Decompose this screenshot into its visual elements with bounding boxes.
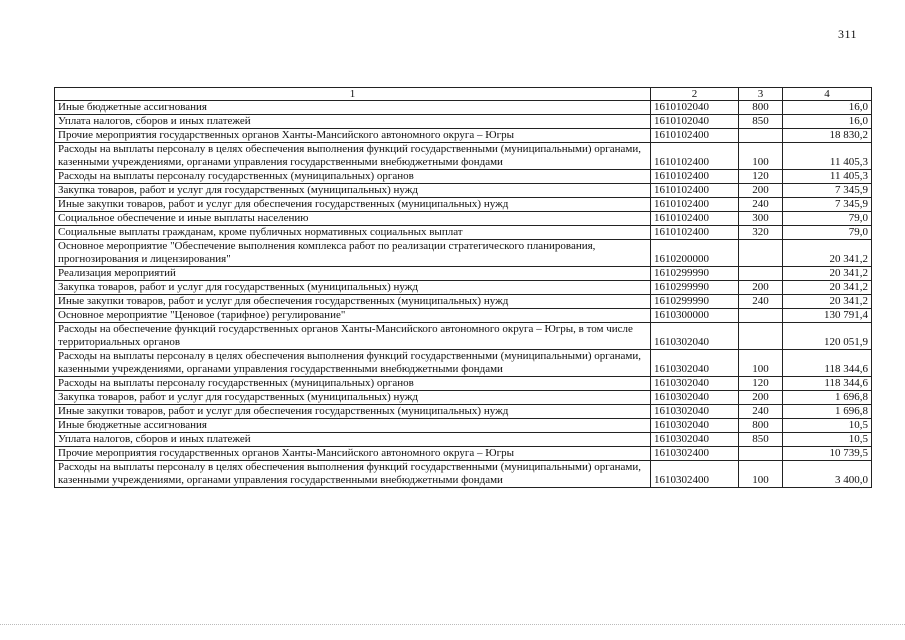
row-name-cell: Закупка товаров, работ и услуг для государственных (муниципальных) нужд xyxy=(55,281,651,295)
row-name-cell: Закупка товаров, работ и услуг для государственных (муниципальных) нужд xyxy=(55,184,651,198)
row-code-cell: 1610302040 xyxy=(651,419,739,433)
table-row xyxy=(55,212,872,226)
row-name-cell: Иные закупки товаров, работ и услуг для обеспечения государственных (муниципальных) нужд xyxy=(55,198,651,212)
row-name-cell: Иные закупки товаров, работ и услуг для обеспечения государственных (муниципальных) нужд xyxy=(55,405,651,419)
table-row xyxy=(55,184,872,198)
table-row xyxy=(55,240,872,267)
row-name-cell: Расходы на обеспечение функций государственных органов Ханты-Мансийского автономного округа – Югры, в том числе территориальных органов xyxy=(55,323,651,350)
table-row xyxy=(55,447,872,461)
table-body xyxy=(55,101,872,488)
row-type-cell: 100 xyxy=(739,143,783,170)
row-sum-cell: 118 344,6 xyxy=(783,377,872,391)
row-code-cell: 1610300000 xyxy=(651,309,739,323)
row-code-cell: 1610102040 xyxy=(651,101,739,115)
row-sum-cell: 20 341,2 xyxy=(783,281,872,295)
row-code-cell: 1610102400 xyxy=(651,129,739,143)
row-name-cell: Иные бюджетные ассигнования xyxy=(55,101,651,115)
row-code-cell: 1610299990 xyxy=(651,267,739,281)
table-row xyxy=(55,461,872,488)
row-sum-cell: 20 341,2 xyxy=(783,295,872,309)
table-row xyxy=(55,198,872,212)
row-type-cell: 320 xyxy=(739,226,783,240)
table-row xyxy=(55,419,872,433)
row-sum-cell: 11 405,3 xyxy=(783,170,872,184)
table-row xyxy=(55,377,872,391)
row-type-cell xyxy=(739,267,783,281)
row-name-cell: Расходы на выплаты персоналу в целях обеспечения выполнения функций государственными (муниципальными) органами, казенными учреждениями, органами управления государственными внебюджетными фондами xyxy=(55,350,651,377)
header-col-2: 2 xyxy=(651,88,739,101)
row-code-cell: 1610302040 xyxy=(651,433,739,447)
row-name-cell: Социальное обеспечение и иные выплаты населению xyxy=(55,212,651,226)
row-sum-cell: 16,0 xyxy=(783,101,872,115)
header-col-3: 3 xyxy=(739,88,783,101)
row-sum-cell: 130 791,4 xyxy=(783,309,872,323)
row-name-cell: Социальные выплаты гражданам, кроме публичных нормативных социальных выплат xyxy=(55,226,651,240)
row-name-cell: Иные бюджетные ассигнования xyxy=(55,419,651,433)
row-sum-cell: 11 405,3 xyxy=(783,143,872,170)
row-name-cell: Уплата налогов, сборов и иных платежей xyxy=(55,433,651,447)
row-code-cell: 1610102400 xyxy=(651,198,739,212)
header-row xyxy=(55,88,872,101)
row-code-cell: 1610102400 xyxy=(651,212,739,226)
row-sum-cell: 79,0 xyxy=(783,226,872,240)
row-code-cell: 1610299990 xyxy=(651,295,739,309)
row-name-cell: Основное мероприятие "Обеспечение выполнения комплекса работ по реализации стратегического планирования, прогнозирования и лицензирования" xyxy=(55,240,651,267)
row-type-cell: 240 xyxy=(739,295,783,309)
header-col-1: 1 xyxy=(55,88,651,101)
table-row xyxy=(55,101,872,115)
row-sum-cell: 18 830,2 xyxy=(783,129,872,143)
row-type-cell: 800 xyxy=(739,419,783,433)
row-code-cell: 1610102400 xyxy=(651,143,739,170)
row-type-cell: 120 xyxy=(739,170,783,184)
row-type-cell xyxy=(739,323,783,350)
row-sum-cell: 7 345,9 xyxy=(783,184,872,198)
row-code-cell: 1610302040 xyxy=(651,391,739,405)
row-sum-cell: 118 344,6 xyxy=(783,350,872,377)
row-type-cell: 300 xyxy=(739,212,783,226)
row-type-cell: 200 xyxy=(739,281,783,295)
row-type-cell: 800 xyxy=(739,101,783,115)
row-type-cell: 850 xyxy=(739,115,783,129)
row-name-cell: Расходы на выплаты персоналу государственных (муниципальных) органов xyxy=(55,377,651,391)
table-row xyxy=(55,226,872,240)
row-code-cell: 1610102400 xyxy=(651,184,739,198)
row-sum-cell: 20 341,2 xyxy=(783,240,872,267)
row-type-cell: 100 xyxy=(739,461,783,488)
row-name-cell: Расходы на выплаты персоналу в целях обеспечения выполнения функций государственными (муниципальными) органами, казенными учреждениями, органами управления государственными внебюджетными фондами xyxy=(55,143,651,170)
table-row xyxy=(55,323,872,350)
row-type-cell: 240 xyxy=(739,405,783,419)
row-sum-cell: 1 696,8 xyxy=(783,405,872,419)
table-row xyxy=(55,170,872,184)
row-sum-cell: 10 739,5 xyxy=(783,447,872,461)
table-row xyxy=(55,267,872,281)
table-row xyxy=(55,129,872,143)
header-col-4: 4 xyxy=(783,88,872,101)
row-code-cell: 1610299990 xyxy=(651,281,739,295)
table-row xyxy=(55,433,872,447)
row-type-cell: 100 xyxy=(739,350,783,377)
row-type-cell: 240 xyxy=(739,198,783,212)
table-row xyxy=(55,295,872,309)
row-type-cell xyxy=(739,129,783,143)
row-type-cell: 200 xyxy=(739,184,783,198)
row-type-cell: 200 xyxy=(739,391,783,405)
row-sum-cell: 120 051,9 xyxy=(783,323,872,350)
row-sum-cell: 16,0 xyxy=(783,115,872,129)
row-sum-cell: 79,0 xyxy=(783,212,872,226)
row-code-cell: 1610302400 xyxy=(651,461,739,488)
row-code-cell: 1610200000 xyxy=(651,240,739,267)
row-code-cell: 1610102400 xyxy=(651,170,739,184)
budget-table xyxy=(54,87,872,488)
row-type-cell xyxy=(739,240,783,267)
row-type-cell xyxy=(739,309,783,323)
page-number: 311 xyxy=(838,27,858,41)
row-name-cell: Основное мероприятие "Ценовое (тарифное) регулирование" xyxy=(55,309,651,323)
row-sum-cell: 20 341,2 xyxy=(783,267,872,281)
row-sum-cell: 7 345,9 xyxy=(783,198,872,212)
table-row xyxy=(55,350,872,377)
row-code-cell: 1610302040 xyxy=(651,405,739,419)
row-code-cell: 1610302400 xyxy=(651,447,739,461)
row-name-cell: Реализация мероприятий xyxy=(55,267,651,281)
row-name-cell: Прочие мероприятия государственных органов Ханты-Мансийского автономного округа – Югры xyxy=(55,447,651,461)
row-code-cell: 1610302040 xyxy=(651,350,739,377)
row-type-cell xyxy=(739,447,783,461)
row-name-cell: Уплата налогов, сборов и иных платежей xyxy=(55,115,651,129)
table-row xyxy=(55,405,872,419)
table-row xyxy=(55,281,872,295)
row-code-cell: 1610102040 xyxy=(651,115,739,129)
row-sum-cell: 10,5 xyxy=(783,419,872,433)
row-name-cell: Расходы на выплаты персоналу государственных (муниципальных) органов xyxy=(55,170,651,184)
row-sum-cell: 1 696,8 xyxy=(783,391,872,405)
row-name-cell: Закупка товаров, работ и услуг для государственных (муниципальных) нужд xyxy=(55,391,651,405)
row-type-cell: 120 xyxy=(739,377,783,391)
row-name-cell: Расходы на выплаты персоналу в целях обеспечения выполнения функций государственными (муниципальными) органами, казенными учреждениями, органами управления государственными внебюджетными фондами xyxy=(55,461,651,488)
table-row xyxy=(55,143,872,170)
table-row xyxy=(55,391,872,405)
row-code-cell: 1610302040 xyxy=(651,377,739,391)
table-row xyxy=(55,309,872,323)
row-sum-cell: 3 400,0 xyxy=(783,461,872,488)
row-type-cell: 850 xyxy=(739,433,783,447)
row-name-cell: Иные закупки товаров, работ и услуг для обеспечения государственных (муниципальных) нужд xyxy=(55,295,651,309)
row-code-cell: 1610302040 xyxy=(651,323,739,350)
table-header xyxy=(55,88,872,101)
row-sum-cell: 10,5 xyxy=(783,433,872,447)
row-code-cell: 1610102400 xyxy=(651,226,739,240)
scan-artifact-line xyxy=(0,624,905,631)
table-row xyxy=(55,115,872,129)
row-name-cell: Прочие мероприятия государственных органов Ханты-Мансийского автономного округа – Югры xyxy=(55,129,651,143)
